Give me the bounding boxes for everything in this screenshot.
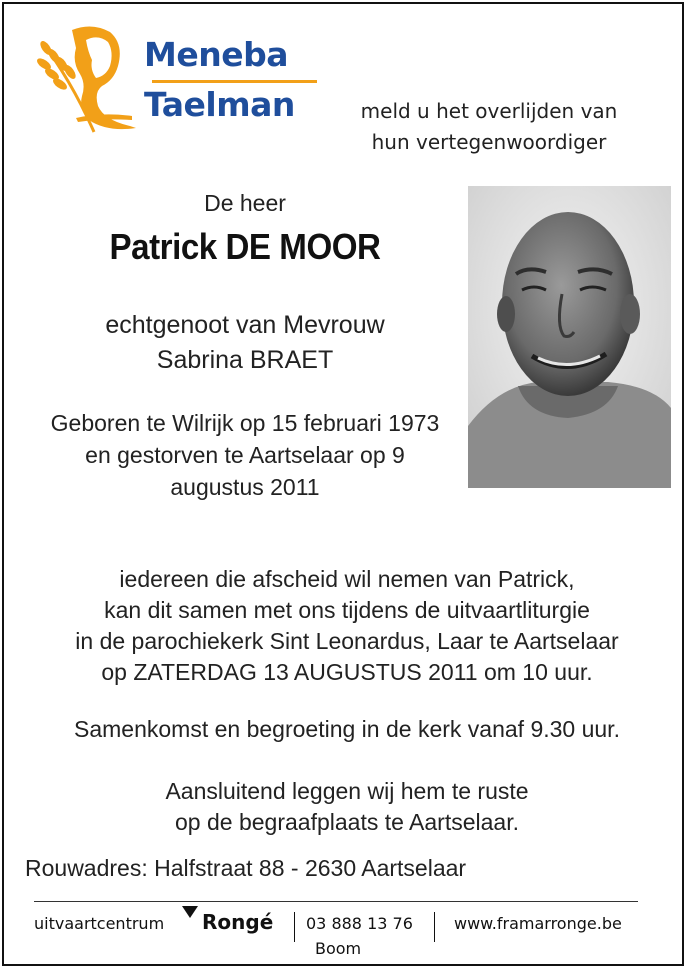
meneba-taelman-logo <box>32 22 312 140</box>
birth-death-dates <box>14 407 476 503</box>
ceremony-line-4: op ZATERDAG 13 AUGUSTUS 2011 om 10 uur. <box>101 659 593 685</box>
honorific: De heer <box>204 190 286 216</box>
ceremony-line-2: kan dit samen met ons tijdens de uitvaartliturgie <box>104 597 590 623</box>
announcement-line-1: meld u het overlijden van <box>360 99 618 123</box>
funeral-home-footer <box>34 906 654 964</box>
deceased-name: Patrick DE MOOR <box>109 226 381 267</box>
footer-separator <box>294 912 295 942</box>
gathering-paragraph <box>14 714 680 745</box>
spouse-info <box>14 308 476 378</box>
dates-line-3: augustus 2011 <box>170 474 320 500</box>
burial-line-2: op de begraafplaats te Aartselaar. <box>175 809 519 835</box>
announcement-line-2: hun vertegenwoordiger <box>371 130 607 154</box>
dates-line-1: Geboren te Wilrijk op 15 februari 1973 <box>50 410 440 436</box>
footer-brand: Rongé <box>202 910 274 934</box>
logo-divider <box>152 80 317 83</box>
footer-website: www.framarronge.be <box>454 914 622 933</box>
footer-center-label: uitvaartcentrum <box>34 914 165 933</box>
footer-phone: 03 888 13 76 <box>306 914 413 933</box>
death-notice-card <box>2 2 684 966</box>
ceremony-line-3: in de parochiekerk Sint Leonardus, Laar te Aartselaar <box>75 628 619 654</box>
gathering-line-1: Samenkomst en begroeting in de kerk vanaf 9.30 uur. <box>74 716 620 742</box>
mourning-address: Rouwadres: Halfstraat 88 - 2630 Aartselaar <box>25 855 467 881</box>
logo-text-meneba: Meneba <box>144 35 288 74</box>
footer-separator <box>434 912 435 942</box>
logo-text-taelman: Taelman <box>144 85 295 124</box>
ceremony-paragraph <box>14 564 680 688</box>
footer-city: Boom <box>315 939 362 958</box>
burial-line-1: Aansluitend leggen wij hem te ruste <box>165 778 529 804</box>
ceremony-line-1: iedereen die afscheid wil nemen van Patrick, <box>119 566 575 592</box>
announcement <box>334 96 644 158</box>
footer-divider <box>34 901 638 902</box>
wheat-woman-emblem-icon <box>32 22 142 140</box>
triangle-marker-icon <box>182 906 198 918</box>
dates-line-2: en gestorven te Aartselaar op 9 <box>85 442 405 468</box>
burial-paragraph <box>14 776 680 838</box>
spouse-line-1: echtgenoot van Mevrouw <box>105 311 385 339</box>
spouse-line-2: Sabrina BRAET <box>156 346 334 374</box>
portrait-photo <box>468 186 671 488</box>
